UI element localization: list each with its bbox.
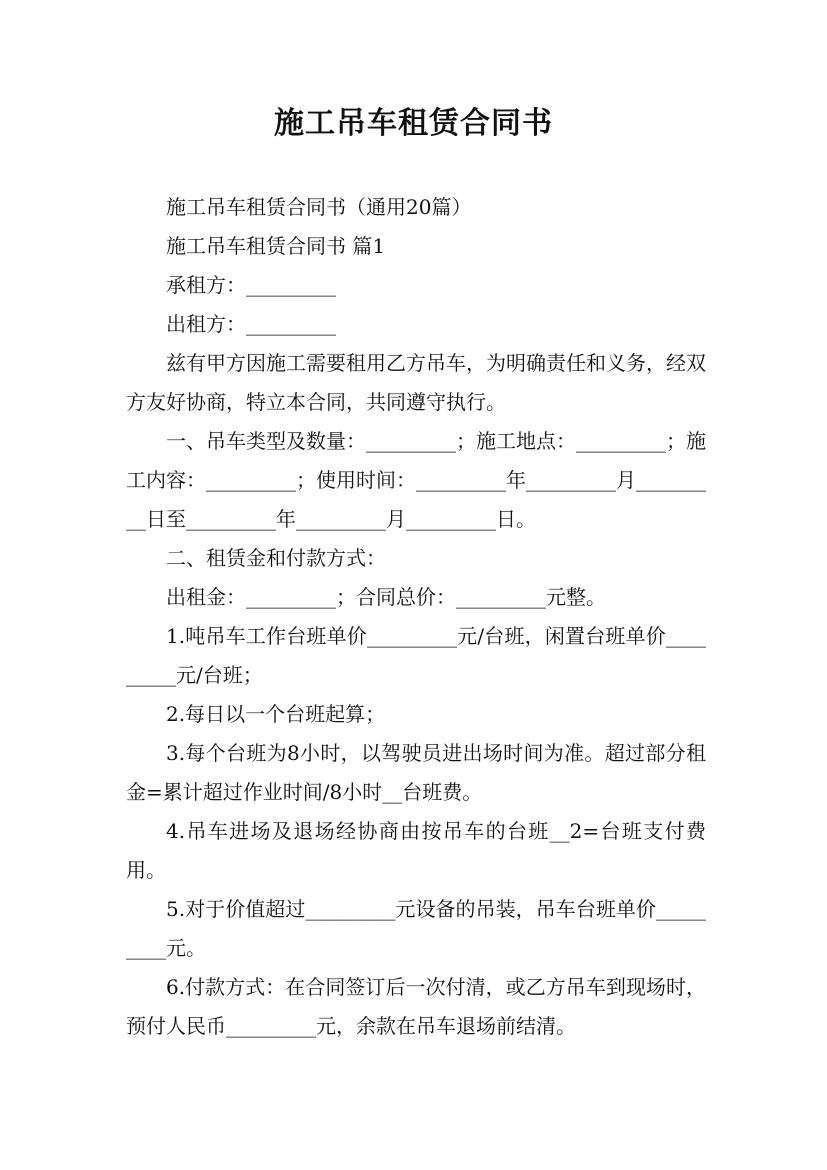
paragraph-lessee: 承租方：_________ [166, 273, 336, 297]
paragraph-item-2: 2.每日以一个台班起算； [166, 702, 386, 726]
paragraph-section-1: 一、吊车类型及数量：_________；施工地点：_________；施工内容：_________；使用时间：_________年_________月_________日至_________年_________月_________日。 [126, 429, 706, 531]
paragraph-section-2-heading: 二、租赁金和付款方式： [166, 546, 386, 570]
document-title: 施工吊车租赁合同书 [274, 106, 553, 141]
paragraph-collection-title: 施工吊车租赁合同书（通用20篇） [166, 195, 472, 219]
paragraph-article-heading: 施工吊车租赁合同书 篇1 [166, 234, 386, 258]
paragraph-lessor: 出租方：_________ [166, 312, 336, 336]
paragraph-item-1: 1.吨吊车工作台班单价_________元/台班，闲置台班单价_________元/台班； [126, 624, 706, 687]
paragraph-item-6: 6.付款方式：在合同签订后一次付清，或乙方吊车到现场时，预付人民币_________元，余款在吊车退场前结清。 [126, 975, 706, 1038]
paragraph-preamble: 兹有甲方因施工需要租用乙方吊车，为明确责任和义务，经双方友好协商，特立本合同，共同遵守执行。 [126, 351, 706, 414]
document-body [126, 188, 706, 1046]
paragraph-item-4: 4.吊车进场及退场经协商由按吊车的台班__2=台班支付费用。 [126, 819, 706, 882]
paragraph-item-5: 5.对于价值超过_________元设备的吊装，吊车台班单价_________元。 [126, 897, 706, 960]
paragraph-item-3: 3.每个台班为8小时，以驾驶员进出场时间为准。超过部分租金=累计超过作业时间/8小时__台班费。 [126, 741, 706, 804]
paragraph-rent-total: 出租金：_________；合同总价：_________元整。 [166, 585, 606, 609]
